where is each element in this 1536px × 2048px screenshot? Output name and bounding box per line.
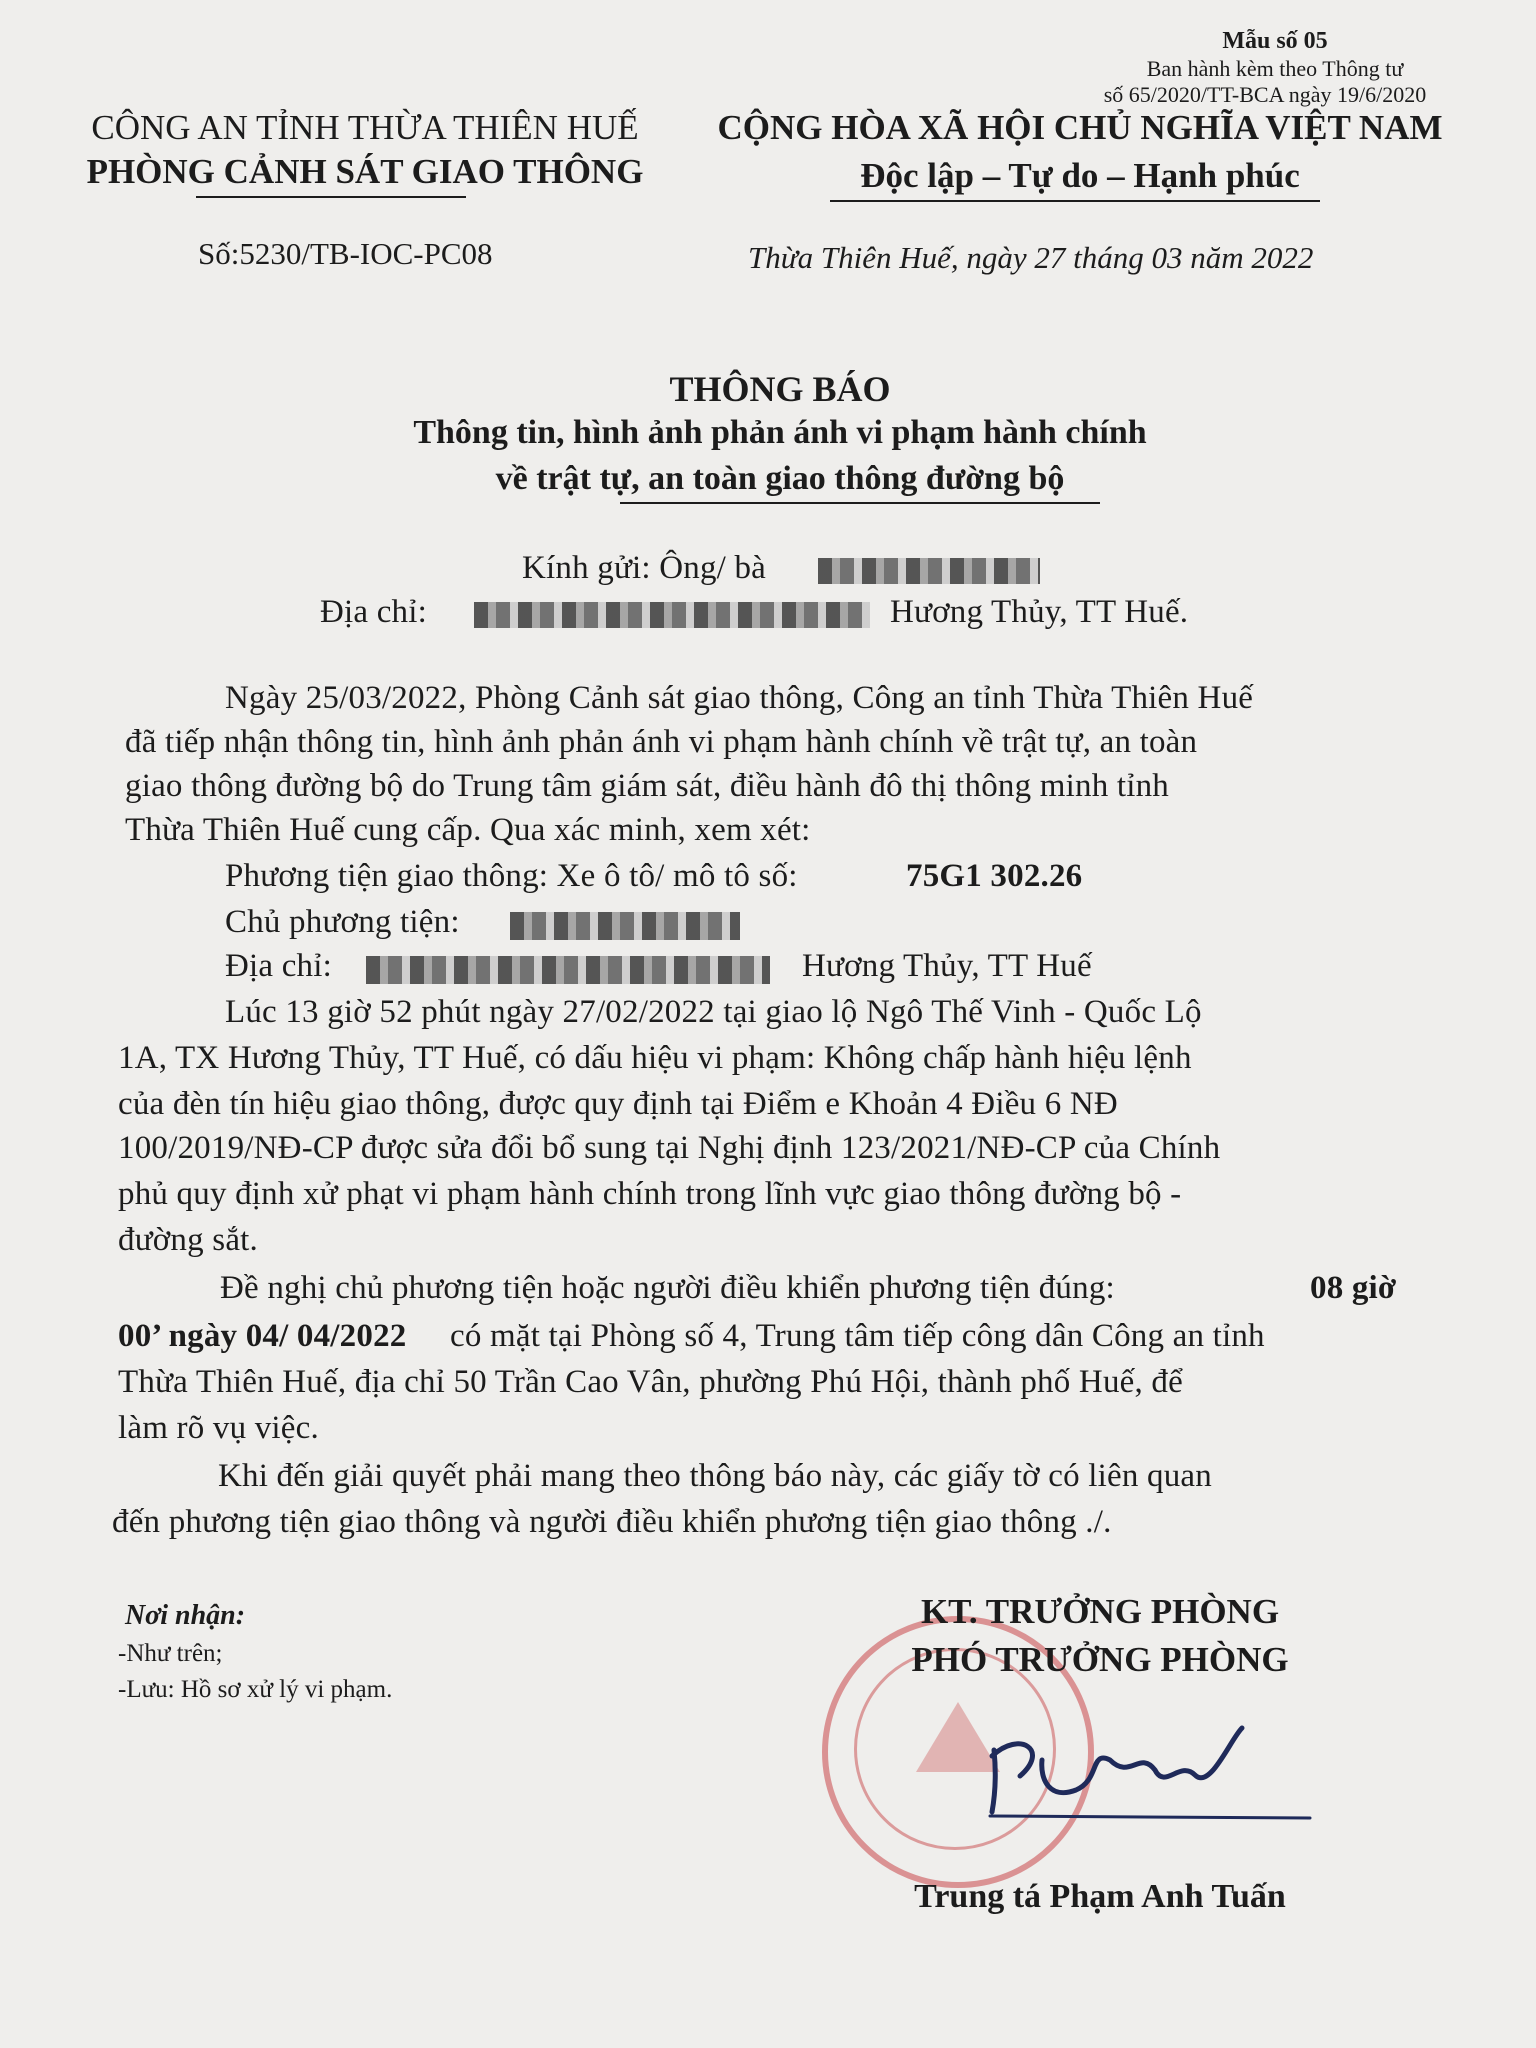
redacted-recipient-address — [474, 602, 870, 628]
paragraph3-line1: Đề nghị chủ phương tiện hoặc người điều khiển phương tiện đúng: — [220, 1270, 1115, 1306]
paragraph2-line4: 100/2019/NĐ-CP được sửa đổi bổ sung tại Nghị định 123/2021/NĐ-CP của Chính — [118, 1130, 1221, 1166]
owner-address-label: Địa chỉ: — [225, 948, 332, 984]
motto-underline — [830, 200, 1320, 202]
paragraph2-line5: phủ quy định xử phạt vi phạm hành chính trong lĩnh vực giao thông đường bộ - — [118, 1176, 1182, 1212]
paragraph4-line2: đến phương tiện giao thông và người điều khiển phương tiện giao thông ./. — [112, 1504, 1112, 1540]
nation-title: CỘNG HÒA XÃ HỘI CHỦ NGHĨA VIỆT NAM — [717, 108, 1443, 147]
paragraph3-line2: có mặt tại Phòng số 4, Trung tâm tiếp công dân Công an tỉnh — [450, 1318, 1265, 1354]
recipients-label: Nơi nhận: — [125, 1600, 246, 1631]
paragraph1-line4: Thừa Thiên Huế cung cấp. Qua xác minh, xem xét: — [125, 812, 811, 848]
notice-subtitle-2: về trật tự, an toàn giao thông đường bộ — [495, 460, 1065, 497]
place-date: Thừa Thiên Huế, ngày 27 tháng 03 năm 2022 — [748, 240, 1314, 275]
agency-line2: PHÒNG CẢNH SÁT GIAO THÔNG — [86, 152, 644, 191]
nation-motto: Độc lập – Tự do – Hạnh phúc — [860, 156, 1300, 195]
appointment-time: 08 giờ — [1310, 1270, 1397, 1306]
paragraph2-line1: Lúc 13 giờ 52 phút ngày 27/02/2022 tại giao lộ Ngô Thế Vinh - Quốc Lộ — [225, 994, 1202, 1030]
owner-address-tail: Hương Thủy, TT Huế — [802, 948, 1092, 984]
signature-title-1: KT. TRƯỞNG PHÒNG — [920, 1592, 1280, 1631]
paragraph1-line3: giao thông đường bộ do Trung tâm giám sát, điều hành đô thị thông minh tỉnh — [125, 768, 1169, 804]
paragraph1-line2: đã tiếp nhận thông tin, hình ảnh phản ánh vi phạm hành chính về trật tự, an toàn — [125, 724, 1198, 760]
signature-title-2: PHÓ TRƯỞNG PHÒNG — [911, 1640, 1289, 1679]
form-issued-line1: Ban hành kèm theo Thông tư — [1146, 56, 1404, 81]
handwritten-signature — [980, 1720, 1320, 1830]
paragraph2-line2: 1A, TX Hương Thủy, TT Huế, có dấu hiệu vi phạm: Không chấp hành hiệu lệnh — [118, 1040, 1192, 1076]
recipients-item-2: -Lưu: Hồ sơ xử lý vi phạm. — [118, 1676, 393, 1703]
paragraph2-line6: đường sắt. — [118, 1222, 258, 1258]
appointment-date: 00’ ngày 04/ 04/2022 — [118, 1318, 407, 1354]
signer-name: Trung tá Phạm Anh Tuấn — [914, 1878, 1286, 1915]
agency-line1: CÔNG AN TỈNH THỪA THIÊN HUẾ — [91, 108, 639, 147]
recipients-item-1: -Như trên; — [118, 1640, 223, 1667]
redacted-owner-address — [366, 956, 770, 984]
notice-title: THÔNG BÁO — [669, 369, 891, 409]
form-code: Mẫu số 05 — [1222, 28, 1328, 54]
paragraph2-line3: của đèn tín hiệu giao thông, được quy định tại Điểm e Khoản 4 Điều 6 NĐ — [118, 1086, 1118, 1122]
paragraph3-line3: Thừa Thiên Huế, địa chỉ 50 Trần Cao Vân, phường Phú Hội, thành phố Huế, để — [118, 1364, 1183, 1400]
vehicle-label: Phương tiện giao thông: Xe ô tô/ mô tô số: — [225, 858, 798, 894]
recipient-address-label: Địa chỉ: — [320, 594, 427, 630]
owner-label: Chủ phương tiện: — [225, 904, 460, 940]
recipient-label: Kính gửi: Ông/ bà — [522, 550, 767, 586]
recipient-address-tail: Hương Thủy, TT Huế. — [890, 594, 1189, 630]
agency-underline — [196, 196, 466, 198]
paragraph1-line1: Ngày 25/03/2022, Phòng Cảnh sát giao thông, Công an tỉnh Thừa Thiên Huế — [225, 680, 1254, 716]
paragraph4-line1: Khi đến giải quyết phải mang theo thông báo này, các giấy tờ có liên quan — [218, 1458, 1212, 1494]
paragraph3-line4: làm rõ vụ việc. — [118, 1410, 319, 1446]
redacted-recipient-name — [818, 558, 1040, 584]
redacted-owner-name — [510, 912, 740, 940]
vehicle-plate: 75G1 302.26 — [906, 858, 1083, 894]
notice-subtitle-1: Thông tin, hình ảnh phản ánh vi phạm hành chính — [413, 414, 1147, 451]
form-issued-line2: số 65/2020/TT-BCA ngày 19/6/2020 — [1103, 82, 1427, 107]
document-number: Số:5230/TB-IOC-PC08 — [198, 236, 493, 271]
title-underline — [620, 502, 1100, 504]
